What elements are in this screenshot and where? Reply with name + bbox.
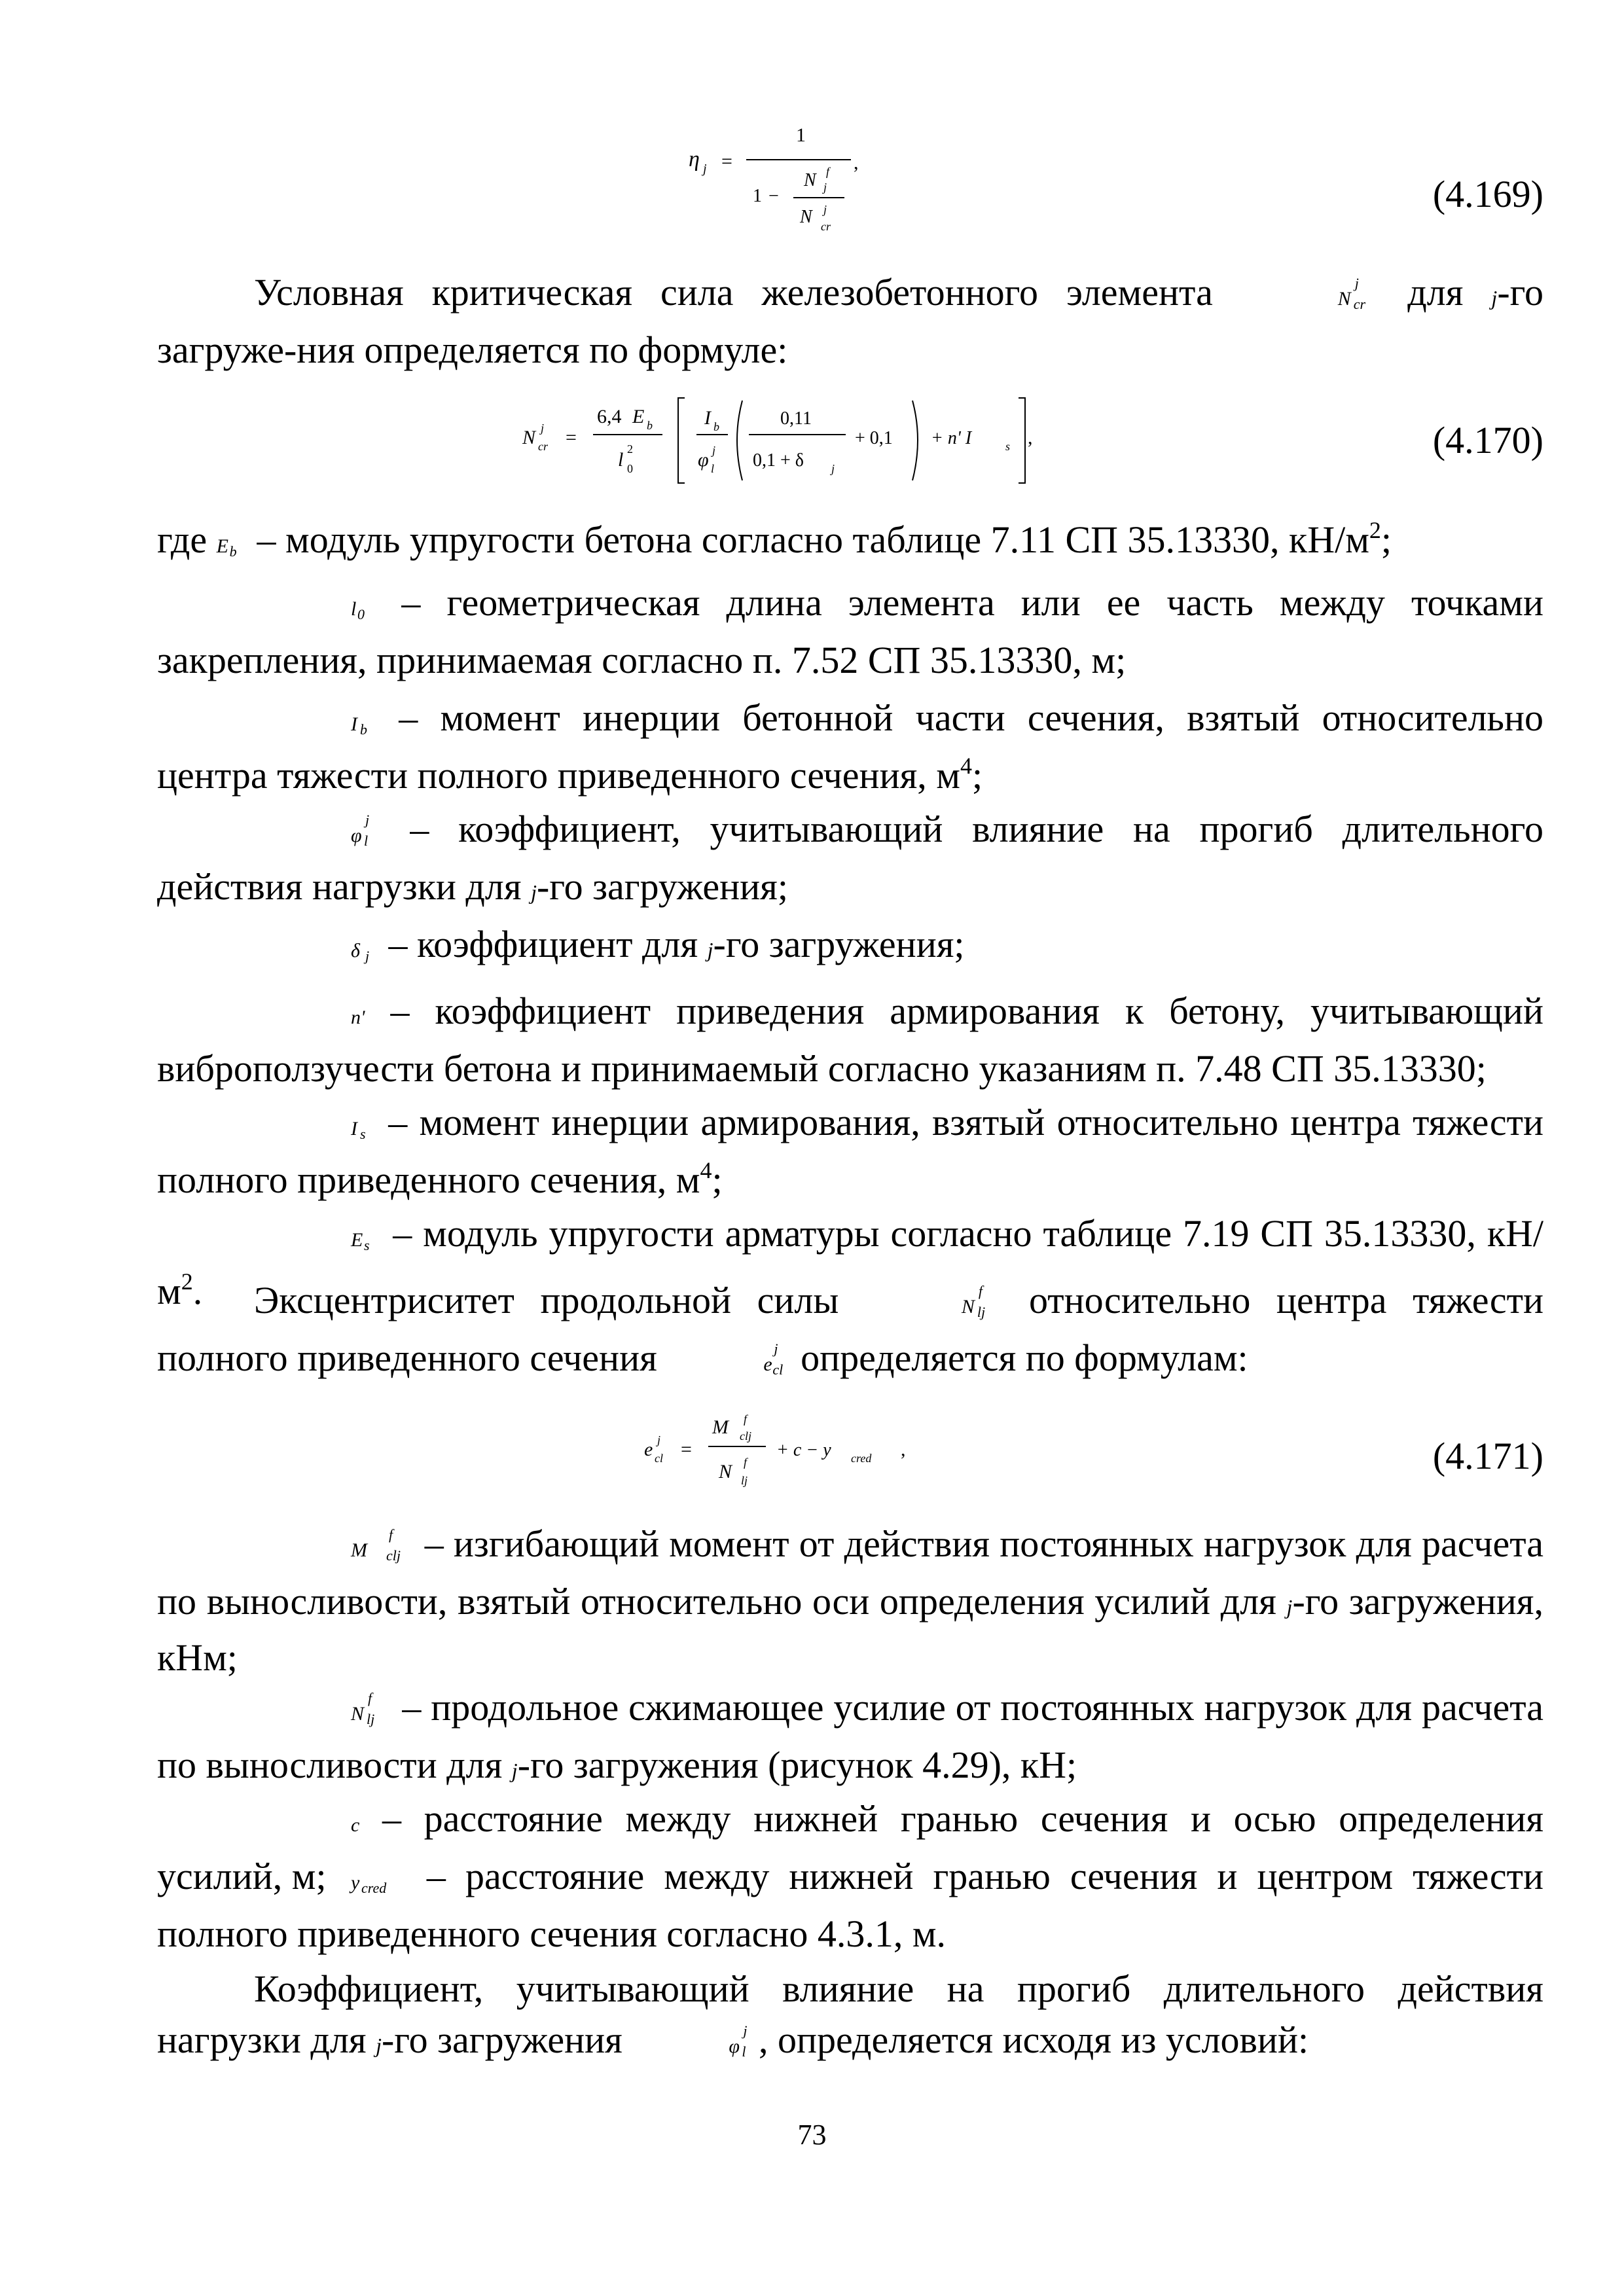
svg-text:,: ,	[901, 1439, 906, 1460]
definition-Ib: I b – момент инерции бетонной части сечения, взятый относительно центра тяжести полного приведенного сечения, $м^4$;	[157, 696, 1543, 797]
frac-numerator: 1	[796, 124, 806, 146]
definition-Eb: где E b – модуль упругости бетона согласно таблице 7.11 СП 35.13330, $кН/м^2$;	[157, 517, 1392, 561]
definition-l0: l 0 – геометрическая длина элемента или ее часть между точками закрепления, принимаемая согласно п. 7.52 СП 35.13330, м;	[157, 581, 1543, 681]
svg-text:cred: cred	[851, 1452, 872, 1465]
equation-number-4-170: (4.170)	[1432, 419, 1543, 461]
paragraph-coefficient: Коэффициент, учитывающий влияние на прогиб длительного действия нагрузки для j-го загружения φ j l , определяется исходя из условий:	[157, 1967, 1543, 2061]
eta-symbol: η	[689, 147, 700, 171]
paragraph-eccentricity: Эксцентриситет продольной силы N f lj относительно центра тяжести полного приведенного сечения e j cl определяется по формулам:	[157, 1279, 1544, 1379]
formula-4-169	[0, 118, 1624, 262]
svg-text:0,11: 0,11	[780, 408, 812, 429]
svg-text:−: −	[768, 186, 779, 206]
svg-text:s: s	[1005, 440, 1011, 453]
svg-text:cl: cl	[655, 1452, 663, 1465]
svg-text:=: =	[566, 427, 577, 448]
formula-4-171-graphic	[0, 1391, 1624, 1509]
equation-number-4-171: (4.171)	[1432, 1435, 1543, 1477]
definition-phi: φ j l – коэффициент, учитывающий влияние на прогиб длительного действия нагрузки для j-го загружения;	[157, 808, 1543, 908]
formula-4-170-graphic	[0, 386, 1624, 497]
paragraph-critical-force: Условная критическая сила железобетонного элемента N j cr для j-го загруже-ния определяется по формуле:	[157, 267, 1543, 376]
svg-text:j: j	[831, 462, 835, 475]
formula-4-171	[0, 1391, 1624, 1509]
svg-text:I: I	[704, 407, 711, 429]
definition-Es: E s – модуль упругости арматуры согласно таблице 7.19 СП 35.13330, $кН/м^2$.	[157, 1212, 1543, 1312]
svg-text:b: b	[713, 420, 719, 433]
svg-text:+ n' I: + n' I	[931, 428, 972, 448]
svg-text:+ 0,1: + 0,1	[855, 428, 893, 448]
page-number: 73	[797, 2119, 827, 2151]
definition-n: n' – коэффициент приведения армирования к бетону, учитывающий виброползучести бетона и принимаемый согласно указаниям п. 7.48 СП 35.13330;	[157, 990, 1543, 1090]
svg-text:φ: φ	[698, 449, 709, 471]
svg-text:f: f	[826, 165, 830, 178]
definition-delta: δ j – коэффициент для j-го загружения;	[351, 923, 965, 965]
equation-number-4-169: (4.169)	[1432, 173, 1543, 215]
svg-text:j: j	[823, 181, 827, 194]
comma: ,	[854, 152, 859, 173]
svg-text:N: N	[522, 427, 536, 448]
svg-text:b: b	[647, 419, 653, 432]
svg-text:cr: cr	[538, 440, 548, 453]
svg-text:0,1 + δ: 0,1 + δ	[753, 450, 804, 471]
definition-c: c – расстояние между нижней гранью сечения и осью определения усилий, м;	[157, 1797, 1543, 1897]
formula-4-170	[0, 386, 1624, 497]
svg-text:N: N	[804, 170, 816, 190]
svg-text:j: j	[657, 1433, 661, 1446]
definition-Is: I s – момент инерции армирования, взятый относительно центра тяжести полного приведенного сечения, $м^4$;	[157, 1101, 1543, 1201]
svg-text:E: E	[632, 406, 645, 427]
symbol-Ncr-j: N j cr	[1337, 275, 1366, 312]
svg-text:f: f	[744, 1412, 748, 1426]
svg-text:0: 0	[627, 462, 633, 475]
svg-text:N: N	[719, 1461, 732, 1482]
svg-text:6,4: 6,4	[597, 406, 622, 427]
eta-subscript: j	[703, 162, 707, 176]
svg-text:j: j	[541, 422, 545, 435]
definition-y: y cred – расстояние между нижней гранью сечения и центром тяжести полного приведенного сечения согласно 4.3.1, м.	[157, 1855, 1543, 1955]
svg-text:l: l	[711, 462, 715, 475]
svg-text:M: M	[712, 1416, 729, 1438]
svg-text:l: l	[618, 449, 624, 471]
svg-text:cr: cr	[821, 220, 831, 233]
svg-text:=: =	[721, 151, 732, 172]
svg-text:j: j	[823, 203, 827, 216]
svg-text:lj: lj	[741, 1474, 748, 1487]
svg-text:e: e	[644, 1439, 653, 1460]
svg-text:f: f	[744, 1456, 748, 1469]
definition-M: M f clj – изгибающий момент от действия постоянных нагрузок для расчета по выносливости, взятый относительно оси определения усилий для j-го загружения, кНм;	[157, 1522, 1543, 1679]
svg-text:j: j	[712, 444, 716, 457]
svg-text:=: =	[681, 1439, 692, 1460]
definition-N: N f lj – продольное сжимающее усилие от постоянных нагрузок для расчета по выносливости для j-го загружения (рисунок 4.29), кН;	[157, 1686, 1543, 1786]
svg-text:,: ,	[1028, 427, 1033, 448]
svg-text:N: N	[800, 207, 812, 227]
svg-text:2: 2	[627, 442, 633, 456]
svg-text:+ c − y: + c − y	[776, 1440, 831, 1460]
svg-text:clj: clj	[740, 1429, 751, 1443]
svg-text:1: 1	[753, 186, 762, 206]
formula-4-169-graphic	[0, 118, 1624, 262]
